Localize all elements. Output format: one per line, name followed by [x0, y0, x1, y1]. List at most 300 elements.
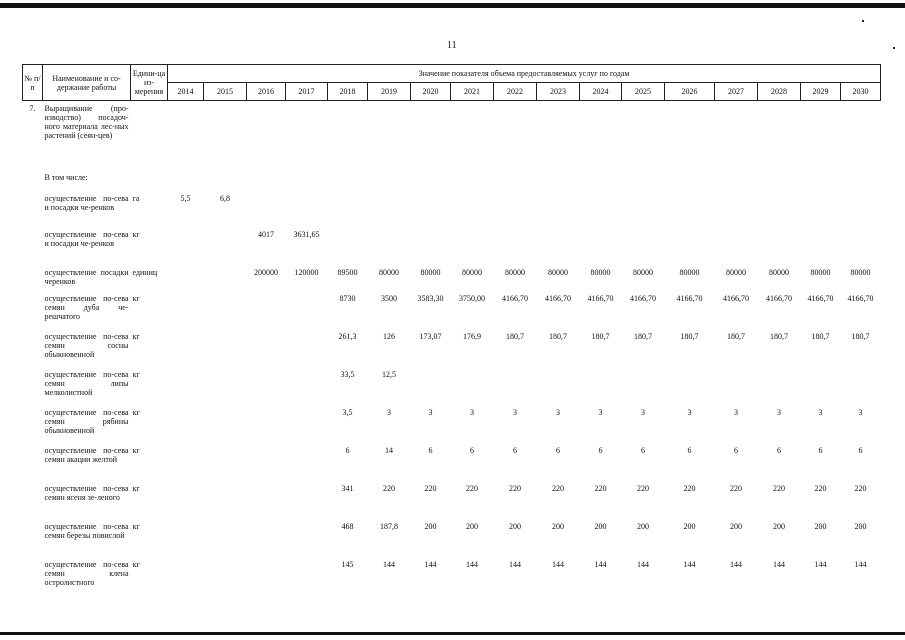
year-value-cell: 220 [637, 483, 649, 493]
year-value-cell [328, 227, 368, 265]
unit-of-measure: кг [132, 369, 140, 379]
year-value-cell [247, 191, 286, 227]
year-value-cell: 200 [594, 521, 607, 531]
year-value-cell: 80000 [769, 267, 789, 277]
year-value-cell [841, 101, 881, 167]
year-value-cell [665, 191, 715, 227]
year-value-cell: 180,7 [851, 331, 870, 341]
year-value-cell: 3 [556, 407, 560, 417]
year-value-cell [368, 227, 411, 265]
bottom-border-rule [0, 632, 905, 635]
year-value-cell: 3 [777, 407, 781, 417]
unit-of-measure: кг [132, 293, 140, 303]
year-value-cell [758, 101, 801, 167]
year-value-cell [451, 167, 494, 191]
year-value-cell: 3 [513, 407, 517, 417]
header-year: 2023 [537, 83, 580, 101]
year-value-cell: 6 [470, 445, 474, 455]
year-value-cell: 4166,70 [807, 293, 834, 303]
year-value-cell [168, 443, 204, 481]
year-value-cell: 187,8 [380, 521, 398, 531]
year-value-cell [286, 519, 328, 557]
year-value-cell [168, 405, 204, 443]
year-value-cell [801, 367, 841, 405]
year-value-cell: 220 [854, 483, 867, 493]
year-value-cell [168, 227, 204, 265]
row-number [23, 443, 43, 481]
year-value-cell [286, 191, 328, 227]
work-name: осуществление посадки черенков [44, 267, 129, 286]
year-value-cell: 180,7 [811, 331, 830, 341]
year-value-cell [168, 265, 204, 291]
year-value-cell: 200 [424, 521, 437, 531]
year-value-cell: 180,7 [549, 331, 567, 341]
year-value-cell [204, 101, 247, 167]
year-value-cell [168, 329, 204, 367]
header-year: 2018 [328, 83, 368, 101]
year-value-cell [758, 191, 801, 227]
work-name: осуществление по-сева семян акации желтой [44, 445, 129, 464]
year-value-cell: 180,7 [770, 331, 788, 341]
year-value-cell [368, 167, 411, 191]
year-value-cell: 6 [345, 445, 350, 455]
row-number [23, 329, 43, 367]
header-year: 2027 [715, 83, 758, 101]
year-value-cell [204, 329, 247, 367]
year-value-cell [204, 557, 247, 595]
year-value-cell: 126 [383, 331, 395, 341]
services-volume-table [22, 64, 881, 595]
table-row [23, 265, 881, 291]
year-value-cell [168, 557, 204, 595]
year-value-cell: 3500 [381, 293, 397, 303]
header-year: 2017 [286, 83, 328, 101]
year-value-cell: 6 [641, 445, 645, 455]
year-value-cell [286, 367, 328, 405]
year-value-cell: 144 [683, 559, 696, 569]
year-value-cell [580, 167, 622, 191]
year-value-cell: 200 [683, 521, 696, 531]
header-year: 2026 [665, 83, 715, 101]
year-value-cell [286, 557, 328, 595]
table-row [23, 519, 881, 557]
header-year: 2029 [801, 83, 841, 101]
year-value-cell [286, 167, 328, 191]
year-value-cell: 261,3 [338, 331, 357, 341]
year-value-cell [368, 101, 411, 167]
year-value-cell: 120000 [294, 267, 319, 277]
header-year: 2020 [411, 83, 451, 101]
row-number [23, 227, 43, 265]
year-value-cell: 80000 [420, 267, 441, 277]
year-value-cell: 220 [730, 483, 742, 493]
row-number [23, 167, 43, 191]
year-value-cell: 4166,70 [502, 293, 528, 303]
year-value-cell: 6 [598, 445, 603, 455]
year-value-cell [168, 101, 204, 167]
table-row [23, 227, 881, 265]
year-value-cell: 14 [385, 445, 393, 455]
table-row [23, 101, 881, 167]
header-year: 2014 [168, 83, 204, 101]
year-value-cell [580, 227, 622, 265]
year-value-cell [801, 191, 841, 227]
work-name: осуществление по-сева семян липы мелколистной [44, 369, 129, 397]
header-year: 2019 [368, 83, 411, 101]
year-value-cell: 180,7 [727, 331, 745, 341]
row-number [23, 265, 43, 291]
year-value-cell [168, 367, 204, 405]
year-value-cell: 6 [687, 445, 692, 455]
year-value-cell [580, 367, 622, 405]
year-value-cell [204, 443, 247, 481]
work-name: осуществление по-сева и посадки че-ренков [44, 193, 129, 212]
year-value-cell: 6 [428, 445, 433, 455]
year-value-cell: 3 [734, 407, 738, 417]
year-value-cell [247, 557, 286, 595]
year-value-cell: 144 [383, 559, 395, 569]
year-value-cell: 80000 [462, 267, 482, 277]
unit-of-measure: га [132, 193, 140, 203]
year-value-cell: 3 [687, 407, 692, 417]
year-value-cell: 6 [858, 445, 863, 455]
year-value-cell: 89500 [337, 267, 358, 277]
unit-of-measure: кг [132, 407, 140, 417]
year-value-cell: 6 [556, 445, 560, 455]
year-value-cell [451, 101, 494, 167]
row-number: 7. [29, 104, 36, 113]
year-value-cell: 80000 [633, 267, 653, 277]
year-value-cell: 180,7 [634, 331, 652, 341]
year-value-cell [411, 191, 451, 227]
year-value-cell: 200 [637, 521, 649, 531]
work-name: осуществление по-сева семян клена остролистного [44, 559, 129, 587]
year-value-cell [841, 191, 881, 227]
year-value-cell: 5,5 [180, 193, 191, 203]
year-value-cell: 4166,70 [723, 293, 749, 303]
year-value-cell: 220 [383, 483, 395, 493]
work-name: осуществление по-сева семян сосны обыкновенной [44, 331, 129, 359]
row-number [23, 481, 43, 519]
year-value-cell [665, 167, 715, 191]
year-value-cell: 220 [594, 483, 607, 493]
year-value-cell: 144 [594, 559, 607, 569]
year-value-cell: 3 [641, 407, 645, 417]
year-value-cell: 144 [509, 559, 521, 569]
year-value-cell [204, 167, 247, 191]
year-value-cell [451, 191, 494, 227]
year-value-cell: 3583,30 [417, 293, 444, 303]
table-row [23, 167, 881, 191]
year-value-cell [411, 167, 451, 191]
year-value-cell [286, 405, 328, 443]
year-value-cell [715, 367, 758, 405]
year-value-cell: 3,5 [342, 407, 353, 417]
year-value-cell: 6,8 [220, 193, 230, 203]
work-name: осуществление по-сева семян березы повислой [44, 521, 129, 540]
unit-of-measure: единиц [132, 267, 158, 277]
year-value-cell [204, 265, 247, 291]
year-value-cell [168, 291, 204, 329]
year-value-cell: 220 [773, 483, 785, 493]
year-value-cell [168, 481, 204, 519]
year-value-cell [665, 101, 715, 167]
year-value-cell: 3631,65 [293, 229, 320, 239]
year-value-cell: 4166,70 [676, 293, 703, 303]
year-value-cell: 180,7 [680, 331, 699, 341]
year-value-cell [328, 167, 368, 191]
year-value-cell [537, 227, 580, 265]
table-row [23, 367, 881, 405]
year-value-cell: 3 [818, 407, 823, 417]
year-value-cell [286, 443, 328, 481]
year-value-cell: 220 [466, 483, 478, 493]
year-value-cell: 3 [858, 407, 863, 417]
header-unit: Едини-ца из-мерения [131, 65, 168, 101]
year-value-cell [494, 167, 537, 191]
year-value-cell [286, 329, 328, 367]
row-number [23, 519, 43, 557]
year-value-cell: 200 [466, 521, 478, 531]
year-value-cell: 6 [818, 445, 823, 455]
year-value-cell: 200 [509, 521, 521, 531]
header-year: 2025 [622, 83, 665, 101]
year-value-cell: 200 [773, 521, 785, 531]
year-value-cell: 173,07 [419, 331, 442, 341]
year-value-cell [204, 367, 247, 405]
year-value-cell [665, 367, 715, 405]
year-value-cell [537, 191, 580, 227]
work-name: осуществление по-сева семян рябины обыкновенной [44, 407, 129, 435]
year-value-cell [580, 101, 622, 167]
header-year: 2016 [247, 83, 286, 101]
year-value-cell [247, 291, 286, 329]
year-value-cell [247, 443, 286, 481]
year-value-cell [715, 227, 758, 265]
year-value-cell: 200 [552, 521, 564, 531]
unit-of-measure: кг [132, 559, 140, 569]
year-value-cell [665, 227, 715, 265]
header-year: 2022 [494, 83, 537, 101]
unit-of-measure: кг [132, 521, 140, 531]
year-value-cell [537, 367, 580, 405]
year-value-cell [368, 191, 411, 227]
table-row [23, 443, 881, 481]
unit-of-measure: кг [132, 483, 140, 493]
year-value-cell [622, 101, 665, 167]
year-value-cell [168, 167, 204, 191]
year-value-cell: 4017 [258, 229, 274, 239]
year-value-cell: 3750,00 [459, 293, 485, 303]
year-value-cell: 144 [637, 559, 649, 569]
year-value-cell: 4166,70 [545, 293, 571, 303]
year-value-cell [168, 519, 204, 557]
year-value-cell [286, 481, 328, 519]
year-value-cell: 220 [552, 483, 564, 493]
year-value-cell: 3 [470, 407, 474, 417]
year-value-cell: 220 [683, 483, 696, 493]
year-value-cell [411, 367, 451, 405]
header-year: 2015 [204, 83, 247, 101]
year-value-cell [622, 191, 665, 227]
year-value-cell [758, 167, 801, 191]
year-value-cell [247, 329, 286, 367]
page-number: 11 [447, 40, 457, 51]
year-value-cell: 180,7 [506, 331, 524, 341]
work-name: В том числе: [44, 172, 88, 182]
year-value-cell [247, 481, 286, 519]
year-value-cell [286, 291, 328, 329]
year-value-cell [622, 367, 665, 405]
year-value-cell: 144 [773, 559, 785, 569]
year-value-cell: 80000 [810, 267, 831, 277]
year-value-cell [801, 227, 841, 265]
year-value-cell: 80000 [379, 267, 399, 277]
year-value-cell: 8730 [339, 293, 356, 303]
year-value-cell: 145 [341, 559, 354, 569]
table-row [23, 191, 881, 227]
year-value-cell: 4166,70 [587, 293, 614, 303]
year-value-cell [247, 519, 286, 557]
year-value-cell [451, 227, 494, 265]
header-name: Наименование и со-держание работы [43, 65, 131, 101]
work-name: осуществление по-сева семян ясеня зе-леного [44, 483, 129, 502]
header-num: № п/п [23, 65, 43, 101]
year-value-cell: 200 [854, 521, 867, 531]
row-number [23, 291, 43, 329]
header-year: 2030 [841, 83, 881, 101]
year-value-cell: 200000 [254, 267, 278, 277]
year-value-cell [328, 191, 368, 227]
row-number [23, 191, 43, 227]
year-value-cell: 144 [730, 559, 742, 569]
unit-of-measure [131, 101, 168, 167]
year-value-cell [286, 101, 328, 167]
year-value-cell: 144 [424, 559, 437, 569]
year-value-cell: 220 [509, 483, 521, 493]
year-value-cell: 80000 [548, 267, 568, 277]
table-row [23, 405, 881, 443]
year-value-cell [715, 167, 758, 191]
year-value-cell: 468 [341, 521, 354, 531]
unit-of-measure [131, 167, 168, 191]
unit-of-measure: кг [132, 331, 140, 341]
year-value-cell: 220 [814, 483, 827, 493]
year-value-cell: 144 [854, 559, 867, 569]
year-value-cell: 80000 [679, 267, 700, 277]
year-value-cell [841, 167, 881, 191]
year-value-cell [411, 101, 451, 167]
year-value-cell: 80000 [590, 267, 611, 277]
year-value-cell [622, 167, 665, 191]
year-value-cell: 144 [814, 559, 827, 569]
year-value-cell: 176,9 [463, 331, 481, 341]
year-value-cell: 12,5 [382, 369, 396, 379]
year-value-cell: 200 [730, 521, 742, 531]
year-value-cell [247, 101, 286, 167]
year-value-cell [801, 167, 841, 191]
row-number [23, 557, 43, 595]
table-row [23, 291, 881, 329]
year-value-cell: 3 [598, 407, 603, 417]
table-row [23, 329, 881, 367]
year-value-cell: 33,5 [340, 369, 355, 379]
year-value-cell: 6 [777, 445, 781, 455]
table-row [23, 557, 881, 595]
year-value-cell [841, 227, 881, 265]
row-number [23, 367, 43, 405]
year-value-cell [494, 227, 537, 265]
year-value-cell: 3 [387, 407, 391, 417]
header-year: 2028 [758, 83, 801, 101]
year-value-cell: 4166,70 [847, 293, 874, 303]
row-number [23, 405, 43, 443]
work-name: Выращивание (про-изводство) посадоч-ного материала лес-ных растений (сеян-цев) [44, 104, 129, 140]
year-value-cell [758, 367, 801, 405]
header-values-group: Значение показателя объема предоставляемых услуг по годам [168, 65, 881, 83]
year-value-cell: 4166,70 [766, 293, 792, 303]
year-value-cell: 220 [424, 483, 437, 493]
work-name: осуществление по-сева семян дуба че-решчатого [44, 293, 129, 321]
scan-speck [893, 47, 895, 49]
year-value-cell [622, 227, 665, 265]
year-value-cell [328, 101, 368, 167]
year-value-cell [451, 367, 494, 405]
year-value-cell: 6 [734, 445, 738, 455]
top-border-rule [0, 3, 905, 8]
year-value-cell: 180,7 [591, 331, 610, 341]
table-row [23, 481, 881, 519]
year-value-cell [411, 227, 451, 265]
year-value-cell [580, 191, 622, 227]
year-value-cell [758, 227, 801, 265]
year-value-cell [715, 191, 758, 227]
year-value-cell: 80000 [726, 267, 746, 277]
year-value-cell [204, 481, 247, 519]
year-value-cell [841, 367, 881, 405]
year-value-cell: 80000 [850, 267, 871, 277]
header-year: 2024 [580, 83, 622, 101]
header-year: 2021 [451, 83, 494, 101]
unit-of-measure: кг [132, 229, 140, 239]
year-value-cell: 3 [428, 407, 433, 417]
year-value-cell [537, 101, 580, 167]
year-value-cell [247, 367, 286, 405]
year-value-cell [801, 101, 841, 167]
year-value-cell [247, 405, 286, 443]
unit-of-measure: кг [132, 445, 140, 455]
year-value-cell [494, 367, 537, 405]
year-value-cell: 200 [814, 521, 827, 531]
year-value-cell [715, 101, 758, 167]
year-value-cell [204, 291, 247, 329]
scan-speck [862, 20, 864, 22]
year-value-cell [494, 191, 537, 227]
year-value-cell: 4166,70 [630, 293, 656, 303]
work-name: осуществление по-сева и посадки че-ренков [44, 229, 129, 248]
year-value-cell [247, 167, 286, 191]
year-value-cell [537, 167, 580, 191]
year-value-cell: 6 [513, 445, 517, 455]
year-value-cell [204, 519, 247, 557]
year-value-cell [494, 101, 537, 167]
year-value-cell: 144 [552, 559, 564, 569]
year-value-cell: 144 [466, 559, 478, 569]
year-value-cell: 80000 [505, 267, 525, 277]
year-value-cell: 341 [341, 483, 354, 493]
year-value-cell [204, 227, 247, 265]
year-value-cell [204, 405, 247, 443]
